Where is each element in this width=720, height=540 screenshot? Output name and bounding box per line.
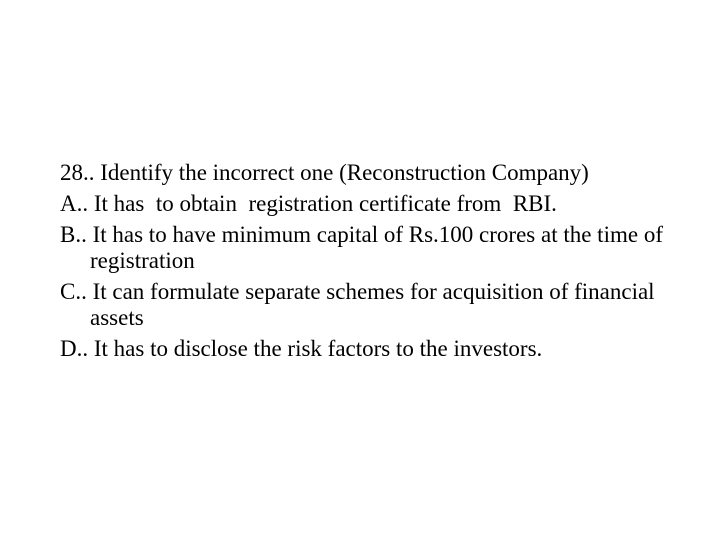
question-block — [60, 160, 700, 367]
option-a: A.. It has to obtain registration certificate from RBI. — [60, 191, 557, 216]
option-c: C.. It can formulate separate schemes for acquisition of financial assets — [60, 279, 661, 330]
option-d: D.. It has to disclose the risk factors to the investors. — [60, 336, 543, 361]
question-text: 28.. Identify the incorrect one (Reconstruction Company) — [60, 160, 589, 185]
option-b: B.. It has to have minimum capital of Rs.100 crores at the time of registration — [60, 222, 675, 273]
